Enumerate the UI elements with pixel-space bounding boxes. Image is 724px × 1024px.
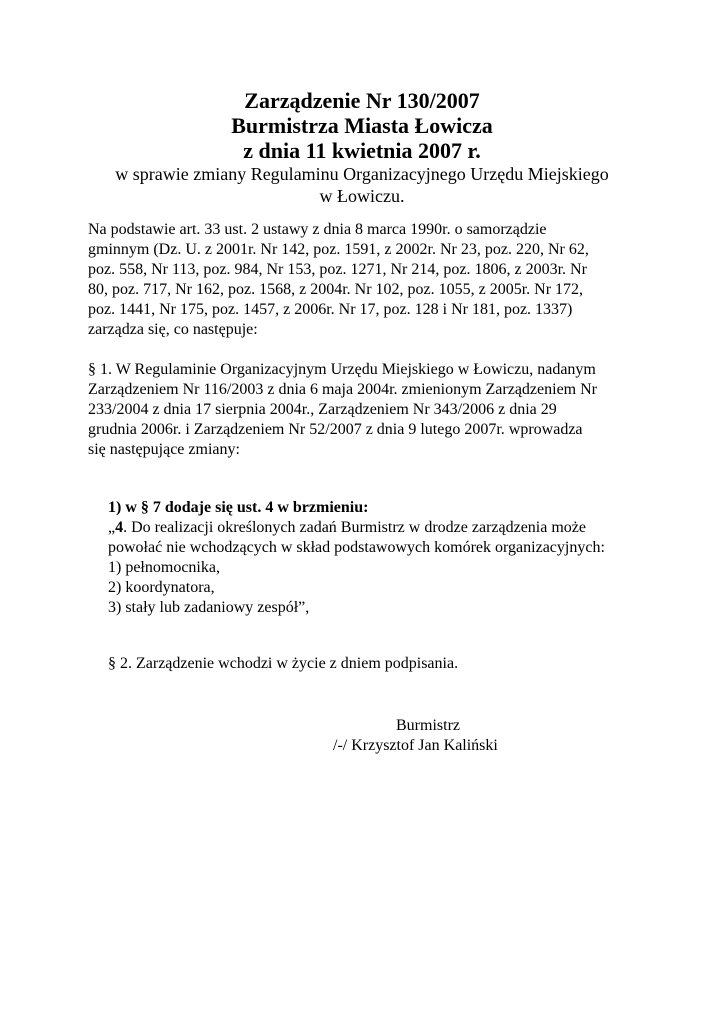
text-line: powołać nie wchodzących w skład podstawowych komórek organizacyjnych: [108, 539, 605, 556]
text-line: § 2. Zarządzenie wchodzi w życie z dniem podpisania. [108, 655, 459, 672]
amendment-heading: 1) w § 7 dodaje się ust. 4 w brzmieniu: [108, 499, 369, 516]
text-line: § 1. W Regulaminie Organizacyjnym Urzędu Miejskiego w Łowiczu, nadanym [88, 361, 596, 378]
section-2-paragraph [108, 654, 668, 674]
text-line: zarządza się, co następuje: [88, 321, 258, 338]
list-item: 2) koordynatora, [108, 579, 215, 596]
signatory-title: Burmistrz [396, 717, 460, 734]
text-line: się następujące zmiany: [88, 441, 240, 458]
text-line: Na podstawie art. 33 ust. 2 ustawy z dnia 8 marca 1990r. o samorządzie [88, 221, 547, 238]
date-line: z dnia 11 kwietnia 2007 r. [243, 138, 481, 163]
subject-line-1: w sprawie zmiany Regulaminu Organizacyjnego Urzędu Miejskiego [115, 164, 609, 184]
amendment-block [108, 498, 668, 618]
subject-line-2: w Łowiczu. [319, 186, 405, 206]
list-item: 1) pełnomocnika, [108, 559, 220, 576]
text-line: Zarządzeniem Nr 116/2003 z dnia 6 maja 2004r. zmienionym Zarządzeniem Nr [88, 381, 597, 398]
section-1-paragraph [88, 360, 648, 460]
list-item: 3) stały lub zadaniowy zespół”, [108, 599, 310, 616]
text-line: grudnia 2006r. i Zarządzeniem Nr 52/2007 z dnia 9 lutego 2007r. wprowadza [88, 421, 583, 438]
text-line: 233/2004 z dnia 17 sierpnia 2004r., Zarządzeniem Nr 343/2006 z dnia 29 [88, 401, 557, 418]
text-line: gminnym (Dz. U. z 2001r. Nr 142, poz. 1591, z 2002r. Nr 23, poz. 220, Nr 62, [88, 241, 589, 258]
text-line: 80, poz. 717, Nr 162, poz. 1568, z 2004r. Nr 102, poz. 1055, z 2005r. Nr 172, [88, 281, 584, 298]
clause-number: 4 [115, 519, 124, 536]
issuer-line: Burmistrza Miasta Łowicza [231, 113, 493, 138]
text-line: poz. 1441, Nr 175, poz. 1457, z 2006r. Nr 17, poz. 128 i Nr 181, poz. 1337) [88, 301, 573, 318]
document-title: Zarządzenie Nr 130/2007 [244, 88, 480, 113]
quote-mark: „ [108, 519, 116, 536]
text-line: poz. 558, Nr 113, poz. 984, Nr 153, poz. 1271, Nr 214, poz. 1806, z 2003r. Nr [88, 261, 587, 278]
clause-text: . Do realizacji określonych zadań Burmistrz w drodze zarządzenia może [123, 519, 586, 536]
signatory-name: /-/ Krzysztof Jan Kaliński [333, 737, 498, 754]
document-header [0, 88, 724, 207]
amendment-quote-line [108, 518, 668, 538]
legal-basis-paragraph [88, 220, 648, 340]
